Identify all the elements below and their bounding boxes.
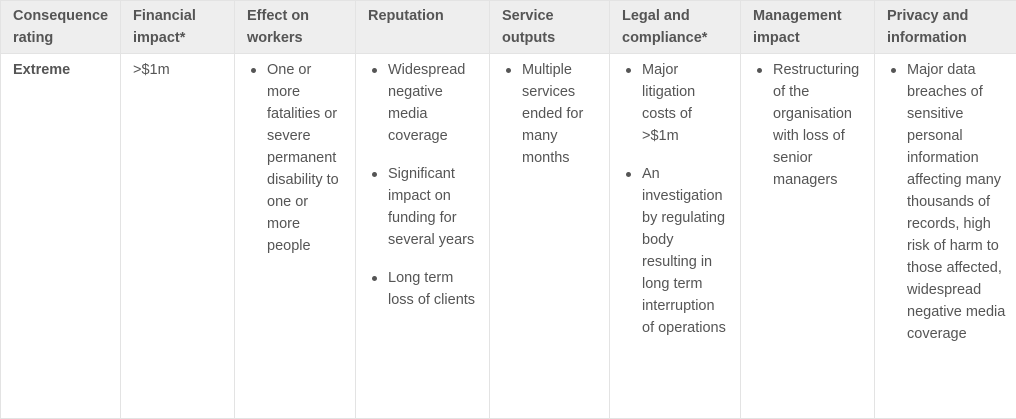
rating-cell: Extreme	[1, 54, 121, 419]
legal-list	[622, 59, 730, 339]
financial-cell: >$1m	[121, 54, 235, 419]
header-reputation: Reputation	[356, 1, 490, 54]
legal-cell	[610, 54, 741, 419]
table-row	[1, 54, 1016, 419]
list-item: Major litigation costs of >$1m	[642, 59, 730, 147]
header-legal-compliance: Legal and compliance*	[610, 1, 741, 54]
privacy-list	[887, 59, 1006, 345]
management-list	[753, 59, 864, 191]
list-item: One or more fatalities or severe permanent disability to one or more people	[267, 59, 345, 257]
header-row	[1, 1, 1016, 54]
reputation-list	[368, 59, 479, 311]
header-consequence-rating: Consequence rating	[1, 1, 121, 54]
service-cell	[490, 54, 610, 419]
header-management-impact: Management impact	[741, 1, 875, 54]
list-item: Significant impact on funding for several years	[388, 163, 479, 251]
header-financial-impact: Financial impact*	[121, 1, 235, 54]
list-item: Multiple services ended for many months	[522, 59, 599, 169]
header-service-outputs: Service outputs	[490, 1, 610, 54]
table-header	[1, 1, 1016, 54]
workers-cell	[235, 54, 356, 419]
service-list	[502, 59, 599, 169]
reputation-cell	[356, 54, 490, 419]
management-cell	[741, 54, 875, 419]
header-effect-on-workers: Effect on workers	[235, 1, 356, 54]
table-body	[1, 54, 1016, 419]
header-privacy-information: Privacy and information	[875, 1, 1016, 54]
list-item: Widespread negative media coverage	[388, 59, 479, 147]
list-item: Major data breaches of sensitive personal information affecting many thousands of records, high risk of harm to those affected, widespread negative media coverage	[907, 59, 1006, 345]
list-item: Long term loss of clients	[388, 267, 479, 311]
list-item: Restructuring of the organisation with loss of senior managers	[773, 59, 864, 191]
privacy-cell	[875, 54, 1016, 419]
list-item: An investigation by regulating body resulting in long term interruption of operations	[642, 163, 730, 339]
workers-list	[247, 59, 345, 257]
